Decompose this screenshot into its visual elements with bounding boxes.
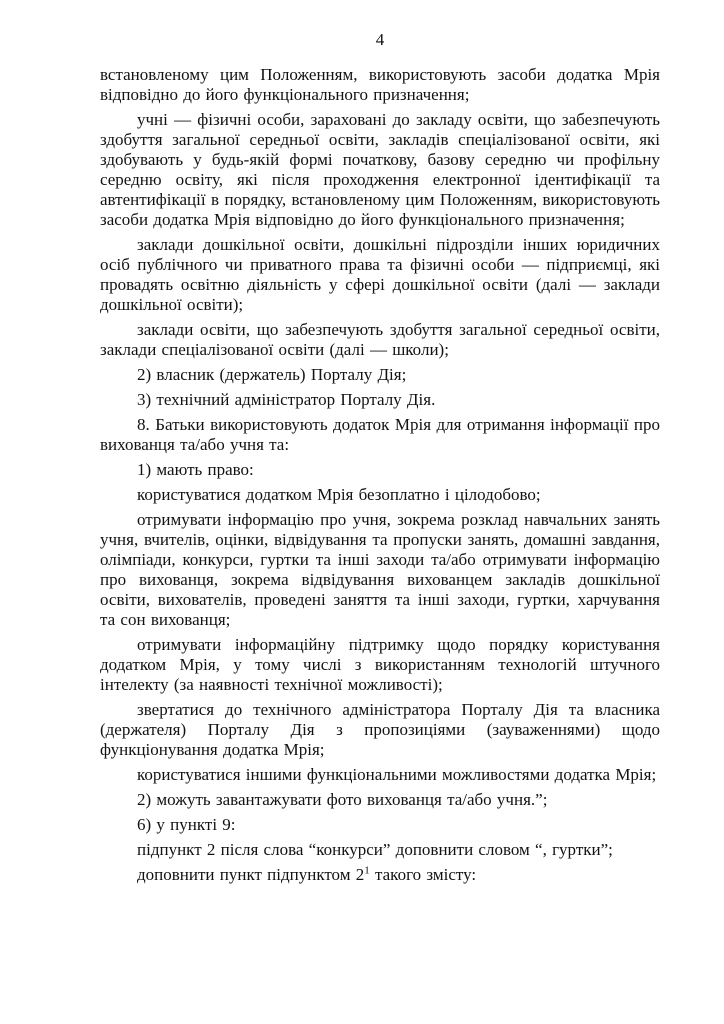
- paragraph: 2) можуть завантажувати фото вихованця та/або учня.”;: [137, 790, 548, 809]
- paragraph: 1) мають право:: [137, 460, 254, 479]
- paragraph-text: такого змісту:: [369, 865, 477, 884]
- paragraph: [100, 865, 660, 885]
- paragraph: заклади дошкільної освіти, дошкільні підрозділи інших юридичних осіб публічного чи приватного права та фізичні особи — підприємці, які провадять освітню діяльність у сфері дошкільної освіти (далі — заклади дошкільної освіти);: [100, 235, 660, 314]
- paragraph: отримувати інформаційну підтримку щодо порядку користування додатком Мрія, у тому числі з використанням технологій штучного інтелекту (за наявності технічної можливості);: [100, 635, 660, 694]
- paragraph: звертатися до технічного адміністратора Порталу Дія та власника (держателя) Порталу Дія з пропозиціями (зауваженнями) щодо функціонування додатка Мрія;: [100, 700, 660, 759]
- paragraph: заклади освіти, що забезпечують здобуття загальної середньої освіти, заклади спеціалізованої освіти (далі — школи);: [100, 320, 660, 359]
- paragraph: отримувати інформацію про учня, зокрема розклад навчальних занять учня, вчителів, оцінки, відвідування та пропуски занять, домашні завдання, олімпіади, конкурси, гуртки та інші заходи та/або отримувати інформацію про вихованця, зокрема відвідування вихованцем закладів дошкільної освіти, вихователів, проведені заняття та інші заходи, гуртки, харчування та сон вихованця;: [100, 510, 660, 629]
- paragraph: 3) технічний адміністратор Порталу Дія.: [137, 390, 436, 409]
- paragraph: користуватися іншими функціональними можливостями додатка Мрія;: [137, 765, 657, 784]
- paragraph: підпункт 2 після слова “конкурси” доповнити словом “, гуртки”;: [137, 840, 613, 859]
- page-number: 4: [375, 30, 385, 49]
- paragraph: 2) власник (держатель) Порталу Дія;: [137, 365, 407, 384]
- document-body: [100, 65, 660, 885]
- paragraph: встановленому цим Положенням, використовують засоби додатка Мрія відповідно до його функціонального призначення;: [100, 65, 660, 104]
- superscript-index: 1: [364, 864, 370, 877]
- paragraph: користуватися додатком Мрія безоплатно і цілодобово;: [137, 485, 541, 504]
- paragraph: учні — фізичні особи, зараховані до закладу освіти, що забезпечують здобуття загальної середньої освіти, закладів спеціалізованої освіти, які здобувають у будь-якій формі початкову, базову середню чи профільну середню освіту, які після проходження електронної ідентифікації та автентифікації в порядку, встановленому цим Положенням, використовують засоби додатка Мрія відповідно до його функціонального призначення;: [100, 110, 660, 229]
- paragraph: 6) у пункті 9:: [137, 815, 236, 834]
- paragraph: 8. Батьки використовують додаток Мрія для отримання інформації про вихованця та/або учня та:: [100, 415, 660, 454]
- paragraph-text: доповнити пункт підпунктом 2: [137, 865, 365, 884]
